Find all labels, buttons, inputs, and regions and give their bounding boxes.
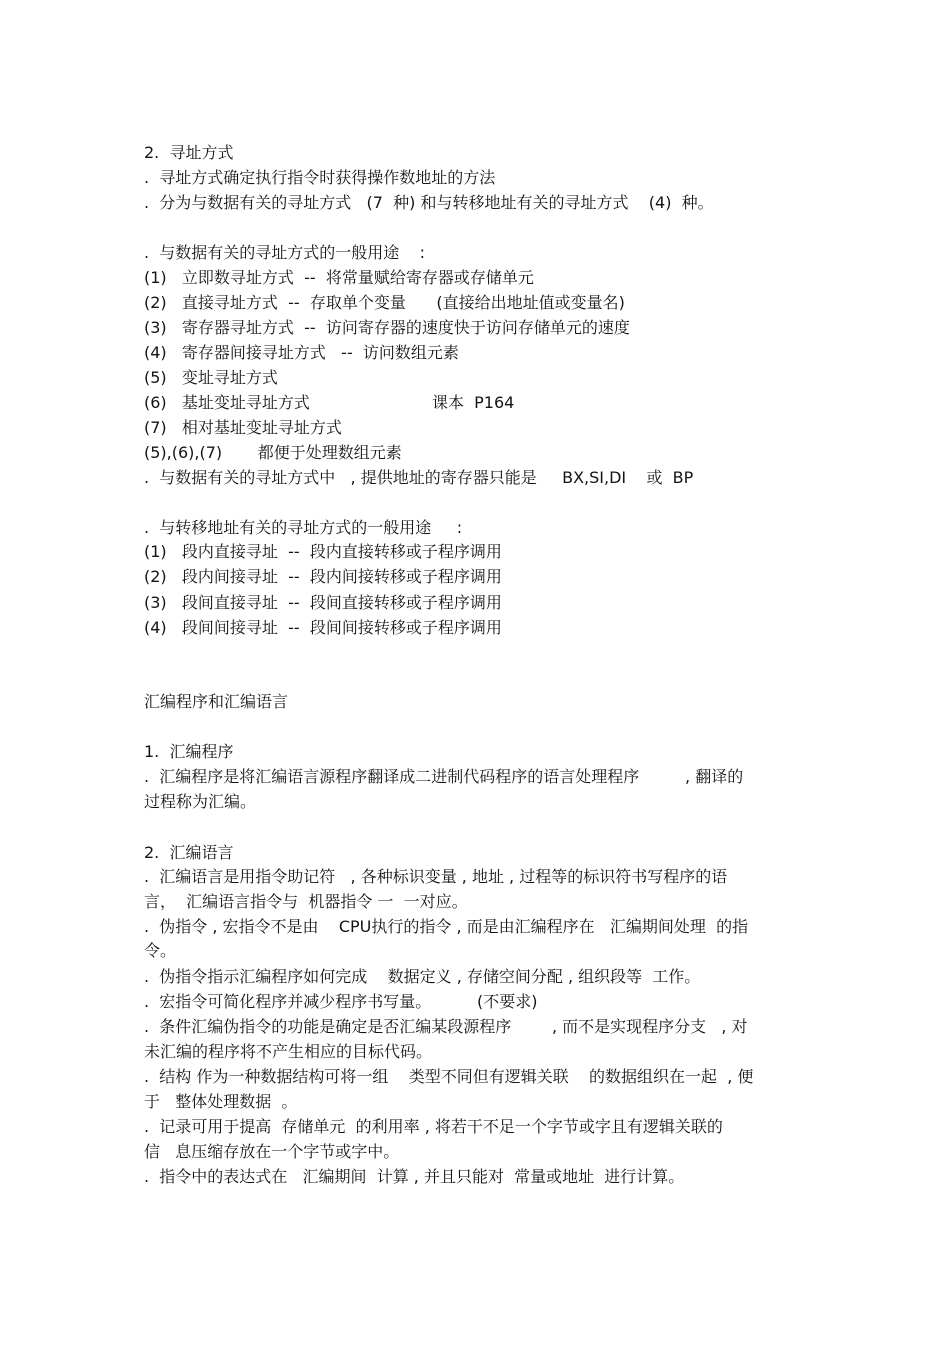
text-line: 信 息压缩存放在一个字节或字中。 [144, 1142, 400, 1161]
list-item: (2) 段内间接寻址 -- 段内间接转移或子程序调用 [144, 567, 502, 586]
text-line: . 宏指令可简化程序并减少程序书写量。 (不要求) [144, 992, 538, 1011]
text-line: 令。 [144, 941, 177, 960]
text-line: . 伪指令指示汇编程序如何完成 数据定义 , 存储空间分配 , 组织段等 工作。 [144, 967, 701, 986]
text-line: . 与转移地址有关的寻址方式的一般用途 : [144, 518, 463, 537]
text-line: . 分为与数据有关的寻址方式 (7 种) 和与转移地址有关的寻址方式 (4) 种。 [144, 193, 714, 212]
list-item: (4) 段间间接寻址 -- 段间间接转移或子程序调用 [144, 618, 502, 637]
text-line: 言， 汇编语言指令与 机器指令 一 一对应。 [144, 892, 468, 911]
list-item: (3) 寄存器寻址方式 -- 访问寄存器的速度快于访问存储单元的速度 [144, 318, 630, 337]
section-heading-assembly-language: 2. 汇编语言 [144, 843, 234, 862]
text-line: . 寻址方式确定执行指令时获得操作数地址的方法 [144, 168, 496, 187]
text-line: . 指令中的表达式在 汇编期间 计算 , 并且只能对 常量或地址 进行计算。 [144, 1167, 685, 1186]
list-item: (4) 寄存器间接寻址方式 -- 访问数组元素 [144, 343, 459, 362]
text-line: 于 整体处理数据 。 [144, 1092, 298, 1111]
list-item: (3) 段间直接寻址 -- 段间直接转移或子程序调用 [144, 593, 502, 612]
text-line: . 结构 作为一种数据结构可将一组 类型不同但有逻辑关联 的数据组织在一起 , 便 [144, 1067, 754, 1086]
text-line: . 记录可用于提高 存储单元 的利用率 , 将若干不足一个字节或字且有逻辑关联的 [144, 1117, 723, 1136]
list-item: (2) 直接寻址方式 -- 存取单个变量 (直接给出地址值或变量名) [144, 293, 625, 312]
text-line: . 汇编程序是将汇编语言源程序翻译成二进制代码程序的语言处理程序 , 翻译的 [144, 767, 744, 786]
text-line: . 条件汇编伪指令的功能是确定是否汇编某段源程序 , 而不是实现程序分支 , 对 [144, 1017, 748, 1036]
section-heading-addressing-modes: 2. 寻址方式 [144, 143, 234, 162]
text-line: . 汇编语言是用指令助记符 , 各种标识变量 , 地址 , 过程等的标识符书写程序的语 [144, 867, 728, 886]
list-item: (5) 变址寻址方式 [144, 368, 278, 387]
text-line: (5),(6),(7) 都便于处理数组元素 [144, 443, 402, 462]
text-line: . 与数据有关的寻址方式的一般用途 : [144, 243, 425, 262]
text-line: . 与数据有关的寻址方式中 , 提供地址的寄存器只能是 BX,SI,DI 或 BP [144, 468, 694, 487]
list-item: (7) 相对基址变址寻址方式 [144, 418, 342, 437]
list-item: (1) 立即数寻址方式 -- 将常量赋给寄存器或存储单元 [144, 268, 534, 287]
section-heading-assembler: 汇编程序和汇编语言 [144, 692, 289, 711]
text-line: 未汇编的程序将不产生相应的目标代码。 [144, 1042, 433, 1061]
list-item: (1) 段内直接寻址 -- 段内直接转移或子程序调用 [144, 542, 502, 561]
text-line: . 伪指令 , 宏指令不是由 CPU执行的指令 , 而是由汇编程序在 汇编期间处理 的指 [144, 917, 749, 936]
section-heading-assembler-program: 1. 汇编程序 [144, 742, 234, 761]
list-item: (6) 基址变址寻址方式 课本 P164 [144, 393, 515, 412]
text-line: 过程称为汇编。 [144, 792, 257, 811]
